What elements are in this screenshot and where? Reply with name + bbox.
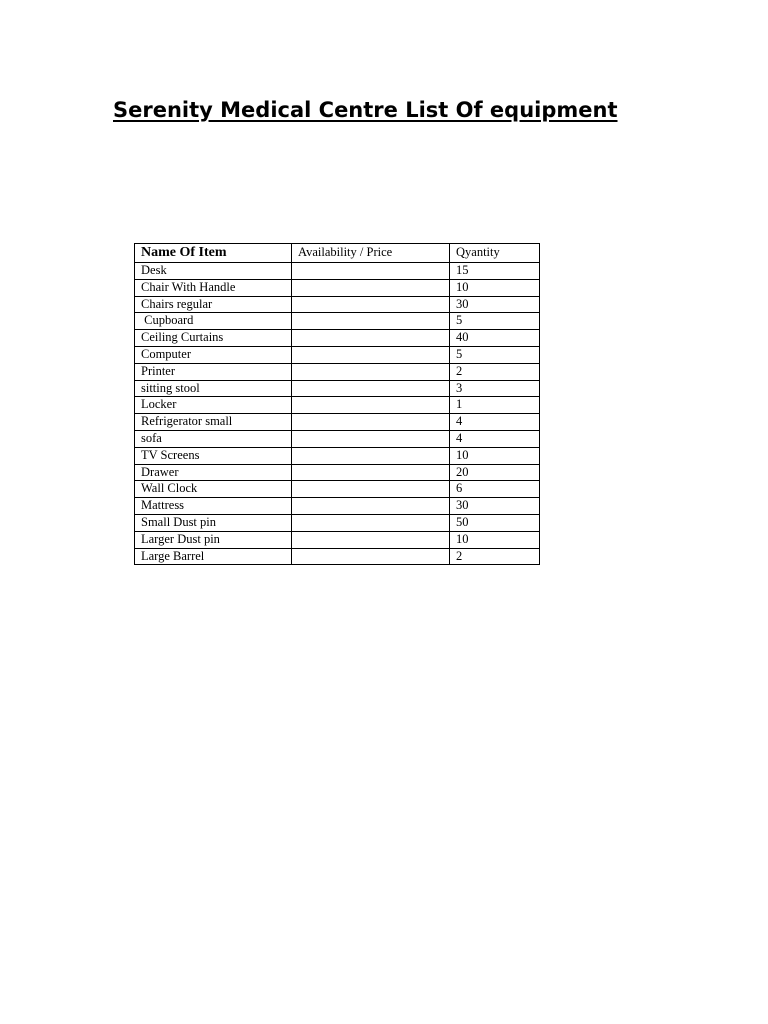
quantity-cell: 30 [450, 498, 540, 515]
table-row [135, 464, 540, 481]
quantity-cell: 5 [450, 346, 540, 363]
availability-price-cell [292, 363, 450, 380]
table-row [135, 548, 540, 565]
availability-price-cell [292, 380, 450, 397]
table-row [135, 481, 540, 498]
availability-price-cell [292, 279, 450, 296]
table-row [135, 346, 540, 363]
item-name-cell: Drawer [135, 464, 292, 481]
availability-price-cell [292, 481, 450, 498]
table-row [135, 447, 540, 464]
table-header-row [135, 244, 540, 263]
table-row [135, 296, 540, 313]
item-name-cell: Chair With Handle [135, 279, 292, 296]
item-name-cell: Wall Clock [135, 481, 292, 498]
table-row [135, 414, 540, 431]
availability-price-cell [292, 263, 450, 280]
quantity-cell: 10 [450, 447, 540, 464]
availability-price-cell [292, 464, 450, 481]
item-name-cell: Large Barrel [135, 548, 292, 565]
item-name-cell: Chairs regular [135, 296, 292, 313]
table-row [135, 397, 540, 414]
quantity-cell: 3 [450, 380, 540, 397]
availability-price-cell [292, 313, 450, 330]
availability-price-cell [292, 397, 450, 414]
item-name-cell: TV Screens [135, 447, 292, 464]
table-row [135, 531, 540, 548]
table-row [135, 380, 540, 397]
quantity-cell: 1 [450, 397, 540, 414]
item-name-cell: Ceiling Curtains [135, 330, 292, 347]
availability-price-cell [292, 531, 450, 548]
table-row [135, 279, 540, 296]
quantity-cell: 30 [450, 296, 540, 313]
item-name-cell: Refrigerator small [135, 414, 292, 431]
quantity-cell: 4 [450, 414, 540, 431]
quantity-cell: 4 [450, 430, 540, 447]
item-name-cell: Cupboard [135, 313, 292, 330]
availability-price-cell [292, 447, 450, 464]
table-row [135, 363, 540, 380]
quantity-cell: 50 [450, 514, 540, 531]
availability-price-cell [292, 498, 450, 515]
document-title: Serenity Medical Centre List Of equipment [113, 98, 618, 122]
item-name-cell: Desk [135, 263, 292, 280]
quantity-cell: 2 [450, 363, 540, 380]
item-name-cell: Computer [135, 346, 292, 363]
table-row [135, 430, 540, 447]
availability-price-cell [292, 414, 450, 431]
header-name-of-item: Name Of Item [135, 244, 292, 263]
quantity-cell: 15 [450, 263, 540, 280]
quantity-cell: 2 [450, 548, 540, 565]
availability-price-cell [292, 430, 450, 447]
quantity-cell: 10 [450, 279, 540, 296]
item-name-cell: Printer [135, 363, 292, 380]
availability-price-cell [292, 514, 450, 531]
header-availability-price: Availability / Price [292, 244, 450, 263]
header-quantity: Qyantity [450, 244, 540, 263]
quantity-cell: 20 [450, 464, 540, 481]
table-body [135, 263, 540, 565]
item-name-cell: Larger Dust pin [135, 531, 292, 548]
quantity-cell: 40 [450, 330, 540, 347]
item-name-cell: Small Dust pin [135, 514, 292, 531]
equipment-table [134, 243, 540, 565]
table-row [135, 330, 540, 347]
table-row [135, 263, 540, 280]
item-name-cell: Mattress [135, 498, 292, 515]
quantity-cell: 6 [450, 481, 540, 498]
quantity-cell: 5 [450, 313, 540, 330]
table-row [135, 313, 540, 330]
quantity-cell: 10 [450, 531, 540, 548]
item-name-cell: Locker [135, 397, 292, 414]
availability-price-cell [292, 548, 450, 565]
availability-price-cell [292, 346, 450, 363]
table-row [135, 498, 540, 515]
table-row [135, 514, 540, 531]
item-name-cell: sitting stool [135, 380, 292, 397]
availability-price-cell [292, 296, 450, 313]
item-name-cell: sofa [135, 430, 292, 447]
availability-price-cell [292, 330, 450, 347]
